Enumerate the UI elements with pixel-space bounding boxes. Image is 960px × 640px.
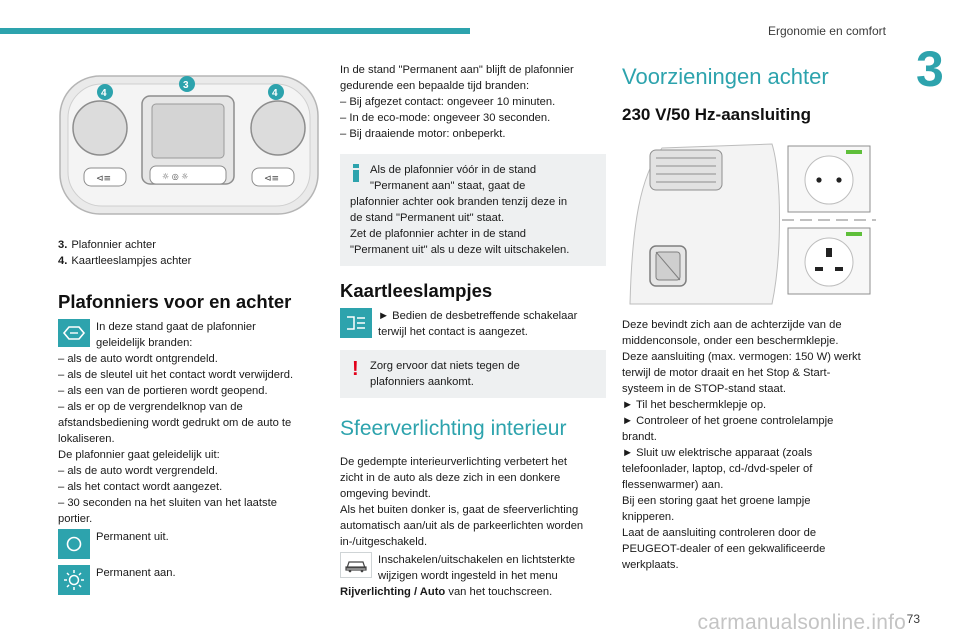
body-text-line: – als het contact wordt aangezet. [58, 481, 223, 493]
permanent-off-label: Permanent uit. [96, 531, 169, 543]
gradual-light-row [58, 319, 320, 351]
ceiling-panel-illustration [58, 68, 320, 218]
warning-icon: ! [352, 358, 359, 380]
permanent-on-label: Permanent aan. [96, 567, 176, 579]
body-text-line: telefoonlader, laptop, cd-/dvd-speler of [622, 463, 813, 475]
body-text-line: – Bij draaiende motor: onbeperkt. [340, 128, 506, 140]
permanent-on-row [58, 565, 320, 595]
ceiling-light-body [58, 351, 320, 527]
svg-text:⊲≡: ⊲≡ [96, 174, 112, 184]
body-text-line: Deze aansluiting (max. vermogen: 150 W) werkt [622, 351, 861, 363]
body-text-line: Als het buiten donker is, gaat de sfeerverlichting [340, 504, 579, 516]
body-text-line: middenconsole, onder een beschermklepje. [622, 335, 839, 347]
chapter-tab [888, 0, 960, 110]
socket-illustration [622, 136, 884, 308]
body-text-line: omgeving bevindt. [340, 488, 431, 500]
info-text-line: plafonnier achter ook branden tenzij deze in [350, 196, 568, 208]
caption-item: 4. Kaartleeslampjes achter [58, 255, 192, 267]
body-text-line: brandt. [622, 431, 657, 443]
top-accent-bar [0, 28, 470, 34]
info-text-line: Als de plafonnier vóór in de stand [370, 164, 537, 176]
instruction-line: ► Bedien de desbetreffende schakelaar [378, 310, 578, 322]
chapter-number: 3 [916, 41, 944, 97]
body-text-line: PEUGEOT-dealer of een gekwalificeerde [622, 543, 826, 555]
ambient-body [340, 454, 606, 550]
watermark: carmanualsonline.info [697, 611, 906, 634]
ambient-setting-row [340, 552, 606, 584]
heading-ceiling-lights: Plafonniers voor en achter [58, 291, 292, 312]
ceiling-light-icon [58, 319, 90, 347]
body-text-line: De plafonnier gaat geleidelijk uit: [58, 449, 220, 461]
body-text-line: werkplaats. [622, 559, 679, 571]
info-box [340, 154, 606, 266]
body-text-line: – als een van de portieren wordt geopend. [58, 385, 268, 397]
body-text-line: – In de eco-mode: ongeveer 30 seconden. [340, 112, 551, 124]
body-text-line: – als er op de vergrendelknop van de [58, 401, 243, 413]
body-text-line: knipperen. [622, 511, 675, 523]
callout-4-left: 4 [101, 88, 107, 99]
body-text-line: – als de auto wordt ontgrendeld. [58, 353, 218, 365]
body-text-line: ► Til het beschermklepje op. [622, 399, 767, 411]
body-text-line: ► Sluit uw elektrische apparaat (zoals [622, 447, 813, 459]
light-off-icon [58, 529, 90, 559]
body-text-line: In de stand "Permanent aan" blijft de plafonnier [340, 64, 574, 76]
body-text-line: Laat de aansluiting controleren door de [622, 527, 817, 539]
heading-230v-socket: 230 V/50 Hz-aansluiting [622, 105, 811, 124]
ambient-car-icon [340, 552, 372, 578]
body-text-line: in-/uitgeschakeld. [340, 536, 428, 548]
svg-text:⊲≡: ⊲≡ [264, 174, 280, 184]
callout-3: 3 [183, 80, 189, 91]
heading-ambient-lighting: Sfeerverlichting interieur [340, 417, 567, 440]
instruction-line: terwijl het contact is aangezet. [378, 326, 528, 338]
body-text-line: De gedempte interieurverlichting verbetert het [340, 456, 567, 468]
column-left [58, 68, 320, 595]
body-text-line: In deze stand gaat de plafonnier [96, 321, 256, 333]
info-text-line: "Permanent aan" staat, gaat de [370, 180, 526, 192]
body-text-line: automatisch aan/uit als de parkeerlichten worden [340, 520, 584, 532]
caption-item: 3. Plafonnier achter [58, 239, 156, 251]
column-middle [340, 62, 606, 600]
callout-4-right: 4 [272, 88, 278, 99]
body-text-line: – als de sleutel uit het contact wordt verwijderd. [58, 369, 294, 381]
info-text-line: de stand "Permanent uit" staat. [350, 212, 505, 224]
body-text-line: terwijl de motor draait en het Stop & Start- [622, 367, 831, 379]
map-light-row [340, 308, 606, 340]
body-text-line: systeem in de STOP-stand staat. [622, 383, 786, 395]
body-text-line: Bij een storing gaat het groene lampje [622, 495, 811, 507]
body-text-line: zicht in de auto als deze zich in een donkere [340, 472, 561, 484]
menu-path-line [340, 584, 606, 600]
warning-text-line: plafonniers aankomt. [370, 376, 474, 388]
svg-text:☼ ◎ ☼: ☼ ◎ ☼ [162, 172, 189, 181]
body-text-fragment: van het touchscreen. [445, 586, 553, 598]
body-text-line: portier. [58, 513, 93, 525]
body-text-line: – Bij afgezet contact: ongeveer 10 minuten. [340, 96, 556, 108]
info-text-line: "Permanent uit" als u deze wilt uitschakelen. [350, 244, 570, 256]
body-text-line: – als de auto wordt vergrendeld. [58, 465, 218, 477]
permanent-off-row [58, 529, 320, 559]
page-number: 73 [906, 612, 920, 626]
body-text-line: gedurende een bepaalde tijd branden: [340, 80, 530, 92]
body-text-line: afstandsbediening wordt gedrukt om de auto te [58, 417, 292, 429]
menu-path: Rijverlichting / Auto [340, 586, 446, 598]
warning-box [340, 350, 606, 398]
light-on-icon [58, 565, 90, 595]
socket-body [622, 317, 884, 573]
body-text-line: wijzigen wordt ingesteld in het menu [378, 570, 558, 582]
body-text-line: flessenwarmer) aan. [622, 479, 724, 491]
heading-rear-equipment: Voorzieningen achter [622, 64, 829, 89]
column-right [622, 52, 884, 573]
section-title: Ergonomie en comfort [767, 24, 886, 38]
heading-map-lights: Kaartleeslampjes [340, 280, 493, 301]
body-text-line: – 30 seconden na het sluiten van het laatste [58, 497, 277, 509]
body-text-line: geleidelijk branden: [96, 337, 193, 349]
caption-list [58, 237, 320, 269]
info-text-line: Zet de plafonnier achter in de stand [350, 228, 527, 240]
body-text-line: lokaliseren. [58, 433, 115, 445]
map-light-icon [340, 308, 372, 338]
info-icon [352, 164, 360, 182]
body-text-line: Deze bevindt zich aan de achterzijde van de [622, 319, 842, 331]
body-text-line: ► Controleer of het groene controlelampje [622, 415, 834, 427]
body-text-line: Inschakelen/uitschakelen en lichtsterkte [378, 554, 576, 566]
warning-text-line: Zorg ervoor dat niets tegen de [370, 360, 520, 372]
permanent-on-durations [340, 62, 606, 142]
